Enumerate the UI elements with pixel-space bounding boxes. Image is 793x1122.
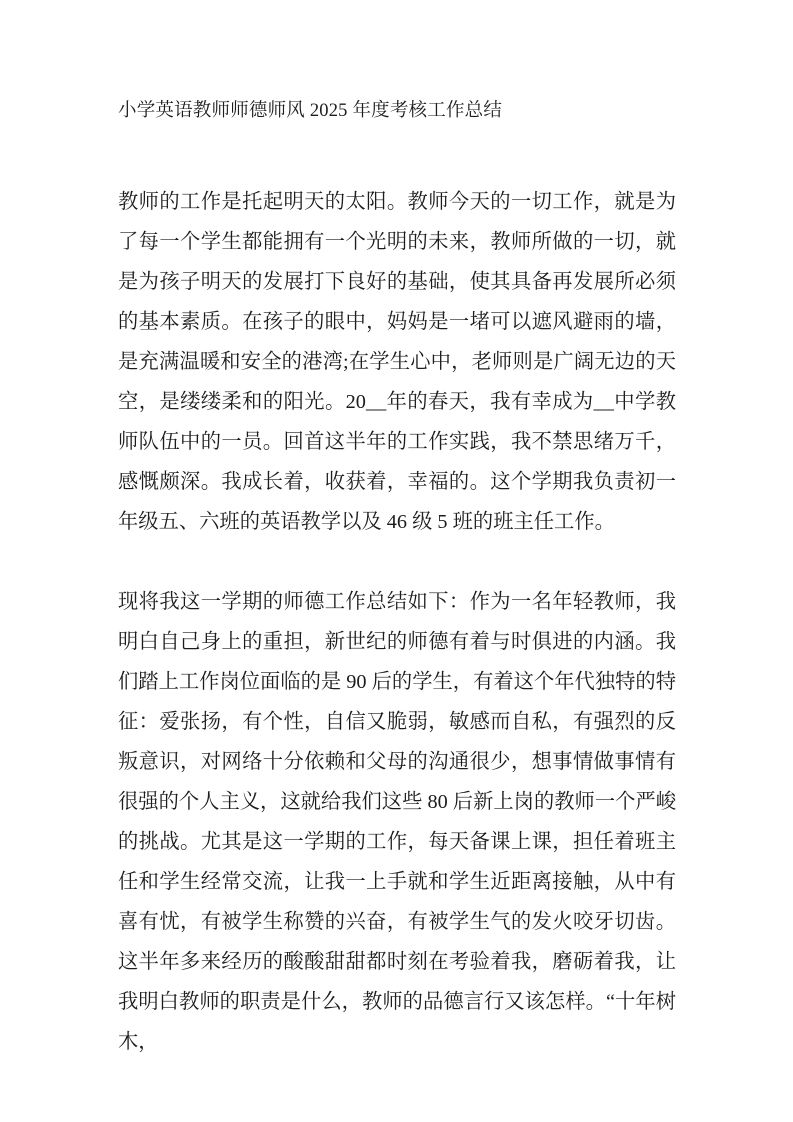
body-paragraph-1: 教师的工作是托起明天的太阳。教师今天的一切工作，就是为了每一个学生都能拥有一个光明的未来，教师所做的一切，就是为孩子明天的发展打下良好的基础，使其具备再发展所必须的基本素质。在孩子的眼中，妈妈是一堵可以遮风避雨的墙，是充满温暖和安全的港湾;在学生心中，老师则是广阔无边的天空，是缕缕柔和的阳光。20__年的春天，我有幸成为__中学教师队伍中的一员。回首这半年的工作实践，我不禁思绪万千，感慨颇深。我成长着，收获着，幸福的。这个学期我负责初一年级五、六班的英语教学以及 46 级 5 班的班主任工作。 (118, 191, 676, 533)
document-title: 小学英语教师师德师风 2025 年度考核工作总结 (118, 101, 503, 121)
paragraph-gap (118, 542, 676, 582)
title-body-spacer (118, 126, 676, 182)
body-paragraph-2: 现将我这一学期的师德工作总结如下：作为一名年轻教师，我明白自己身上的重担，新世纪的师德有着与时俱进的内涵。我们踏上工作岗位面临的是 90 后的学生，有着这个年代独特的特征：爱张扬，有个性，自信又脆弱，敏感而自私，有强烈的反叛意识，对网络十分依赖和父母的沟通很少，想事情做事情有很强的个人主义，这就给我们这些 80 后新上岗的教师一个严峻的挑战。尤其是这一学期的工作，每天备课上课，担任着班主任和学生经常交流，让我一上手就和学生近距离接触，从中有喜有忧，有被学生称赞的兴奋，有被学生气的发火咬牙切齿。这半年多来经历的酸酸甜甜都时刻在考验着我，磨砺着我，让我明白教师的职责是什么，教师的品德言行又该怎样。“十年树木， (118, 591, 676, 1053)
document-text-column (118, 96, 676, 1062)
